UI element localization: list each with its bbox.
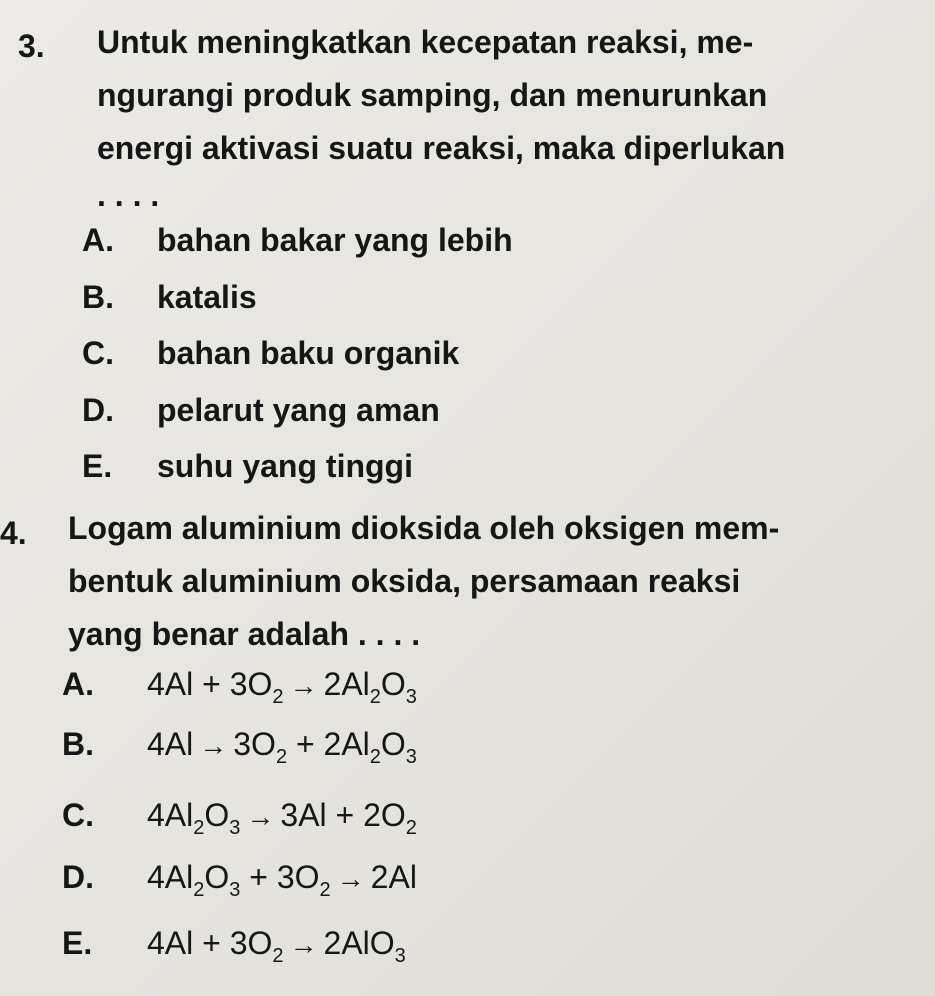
- question-text: [97, 16, 785, 215]
- question-line: Logam aluminium dioksida oleh oksigen mem-: [68, 510, 780, 546]
- option-letter: C.: [82, 335, 114, 371]
- equation: $4Al + 3O_2 \to 2Al_2O_3$: [147, 666, 417, 708]
- option-d[interactable]: [62, 859, 417, 901]
- equation: $4Al_2O_3 \to 3Al + 2O_2$: [147, 797, 417, 839]
- question-number: 4.: [0, 515, 27, 551]
- option-b[interactable]: [82, 279, 257, 316]
- question-line: energi aktivasi suatu reaksi, maka diperlukan: [97, 130, 786, 166]
- option-text: bahan bakar yang lebih: [157, 222, 513, 258]
- option-a[interactable]: [82, 222, 513, 259]
- option-c[interactable]: [82, 335, 459, 372]
- option-b[interactable]: [62, 726, 417, 768]
- option-letter: A.: [62, 666, 94, 702]
- option-letter: B.: [82, 279, 114, 315]
- option-text: suhu yang tinggi: [157, 448, 413, 484]
- question-number: 3.: [18, 28, 45, 64]
- equation: $4Al + 3O_2 \to 2AlO_3$: [147, 925, 406, 967]
- question-line: yang benar adalah . . . .: [68, 616, 421, 652]
- option-text: katalis: [157, 279, 257, 315]
- option-letter: C.: [62, 797, 94, 833]
- question-line: Untuk meningkatkan kecepatan reaksi, me-: [97, 24, 754, 60]
- option-letter: A.: [82, 222, 114, 258]
- question-text: [68, 502, 779, 661]
- option-a[interactable]: [62, 666, 417, 708]
- question-line: ngurangi produk samping, dan menurunkan: [97, 77, 768, 113]
- option-c[interactable]: [62, 797, 417, 839]
- option-letter: E.: [82, 448, 113, 484]
- option-letter: B.: [62, 726, 94, 762]
- question-line: bentuk aluminium oksida, persamaan reaksi: [68, 563, 741, 599]
- option-letter: D.: [82, 392, 114, 428]
- equation: $4Al \to 3O_2 + 2Al_2O_3$: [147, 726, 417, 768]
- equation: $4Al_2O_3 + 3O_2 \to 2Al$: [147, 859, 417, 901]
- option-letter: D.: [62, 859, 94, 895]
- option-d[interactable]: [82, 392, 440, 429]
- question-line: . . . .: [97, 177, 160, 213]
- option-text: bahan baku organik: [157, 335, 460, 371]
- option-text: pelarut yang aman: [157, 392, 440, 428]
- option-letter: E.: [62, 925, 93, 961]
- option-e[interactable]: [82, 448, 413, 485]
- option-e[interactable]: [62, 925, 406, 967]
